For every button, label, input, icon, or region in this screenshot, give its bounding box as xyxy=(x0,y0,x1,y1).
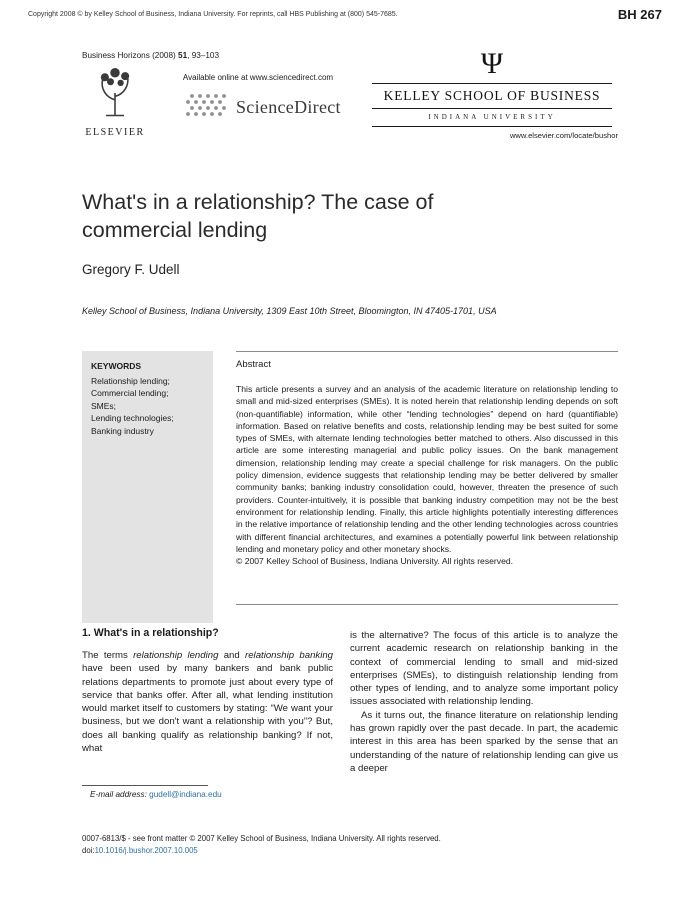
article-author: Gregory F. Udell xyxy=(82,262,180,277)
kelley-top-rule xyxy=(372,83,612,84)
article-title: What's in a relationship? The case of commercial lending xyxy=(82,190,434,242)
body-column-left xyxy=(82,649,333,755)
journal-pages: , 93–103 xyxy=(187,51,220,60)
abstract-section xyxy=(236,351,618,567)
document-code: BH 267 xyxy=(617,7,662,22)
footer-block xyxy=(82,833,441,856)
keywords-box xyxy=(82,351,213,623)
body-text-run: have been used by many bankers and bank public relations departments to promote just about every type of service that banks offer. After all, what lending institution would market itself to customers by stating: “We want your business, but we don't want a relationship with you”? But, does all banking qualify as relationship banking? If not, what xyxy=(82,663,333,755)
available-online-text: Available online at www.sciencedirect.com xyxy=(182,73,334,82)
elsevier-wordmark: ELSEVIER xyxy=(85,127,145,138)
issn-copyright-line: 0007-6813/$ - see front matter © 2007 Kelley School of Business, Indiana University. All rights reserved. xyxy=(82,834,441,843)
sciencedirect-wordmark: ScienceDirect xyxy=(236,97,341,117)
keyword-item: Relationship lending; xyxy=(91,375,170,386)
kelley-bottom-rule xyxy=(372,126,612,127)
email-footnote xyxy=(90,790,222,799)
body-paragraph: As it turns out, the finance literature on relationship lending has grown rapidly over the past decade. In part, the academic interest in this area has been sparked by the sense that an understanding of the nature of relationship lending can give us a deeper xyxy=(350,709,618,774)
sciencedirect-dots-icon xyxy=(186,92,228,123)
kelley-mid-rule xyxy=(372,108,612,109)
body-paragraph xyxy=(82,649,333,755)
abstract-top-rule xyxy=(236,351,618,352)
journal-citation-line xyxy=(82,51,219,60)
body-column-right xyxy=(350,629,618,775)
iu-trident-icon: Ψ xyxy=(480,47,504,80)
keyword-item: SMEs; xyxy=(91,400,117,411)
doi-link[interactable]: 10.1016/j.bushor.2007.10.005 xyxy=(94,845,198,855)
body-text-run: The terms xyxy=(82,650,134,661)
abstract-bottom-rule xyxy=(236,604,618,605)
keywords-heading: KEYWORDS xyxy=(91,361,142,371)
article-affiliation: Kelley School of Business, Indiana University, 1309 East 10th Street, Bloomington, IN 47405-1701, USA xyxy=(82,306,497,316)
keyword-item: Banking industry xyxy=(91,425,154,436)
doi-label: doi: xyxy=(82,845,95,855)
journal-volume: 51 xyxy=(178,51,188,60)
abstract-copyright: © 2007 Kelley School of Business, Indiana University. All rights reserved. xyxy=(236,556,514,567)
keyword-item: Lending technologies; xyxy=(91,413,174,423)
abstract-heading: Abstract xyxy=(236,359,271,370)
keyword-item: Commercial lending; xyxy=(91,388,169,398)
reprint-copyright-notice: Copyright 2008 © by Kelley School of Business, Indiana University. For reprints, call HBS Publishing at (800) 545-7685. xyxy=(28,11,398,18)
journal-homepage-url: www.elsevier.com/locate/bushor xyxy=(509,131,618,140)
doi-line xyxy=(82,845,441,857)
body-text-run-italic: relationship banking xyxy=(245,650,333,661)
section-1-heading: 1. What's in a relationship? xyxy=(82,627,219,639)
elsevier-tree-icon xyxy=(92,107,138,124)
email-link[interactable]: gudell@indiana.edu xyxy=(149,790,222,799)
sciencedirect-logo xyxy=(186,92,341,123)
university-name: INDIANA UNIVERSITY xyxy=(428,113,556,121)
elsevier-logo-block xyxy=(84,66,146,138)
footnote-rule xyxy=(82,785,208,786)
email-label: E-mail address: xyxy=(90,790,147,799)
body-text-run: and xyxy=(218,650,246,661)
body-text-run-italic: relationship lending xyxy=(133,650,219,661)
body-paragraph: is the alternative? The focus of this article is to analyze the current academic research on relationship banking in the context of commercial lending to small and mid-sized enterprises (SMEs), to distinguish relationship lending from other types of lending, and to analyze some important policy issues associated with relationship lending. xyxy=(350,630,618,708)
school-name: KELLEY SCHOOL OF BUSINESS xyxy=(383,88,601,103)
kelley-school-logo-block xyxy=(372,48,612,130)
journal-citation-pre: Business Horizons (2008) xyxy=(82,51,179,60)
abstract-text: This article presents a survey and an analysis of the academic literature on relationship lending to small and mid-sized enterprises (SMEs). It is noted herein that relationship lending depends on soft (non-quantifiable) information, while other “lending technologies” depend on hard (quantifiable) information. Based on relative benefits and costs, relationship lending may be best suited for some types of SMEs, with alternate lending technologies better matched to others. Also discussed in this article are some interesting managerial and public policy issues. On the bank management dimension, relationship lending may create a special challenge for risk managers. On the public policy dimension, evidence suggests that relationship lending may be better delivered by smaller community banks; banking industry consolidation could, however, threaten the presence of such providers. Counter-intuitively, it is possible that banking industry competition may not be the best environment for relationship lending. Finally, this article highlights potentially interesting differences in the relative importance of relationship lending and the other lending technologies across countries with different financial architectures, and examines a potentially powerful link between relationship lending and monetary policy and other monetary shocks. xyxy=(236,384,618,554)
